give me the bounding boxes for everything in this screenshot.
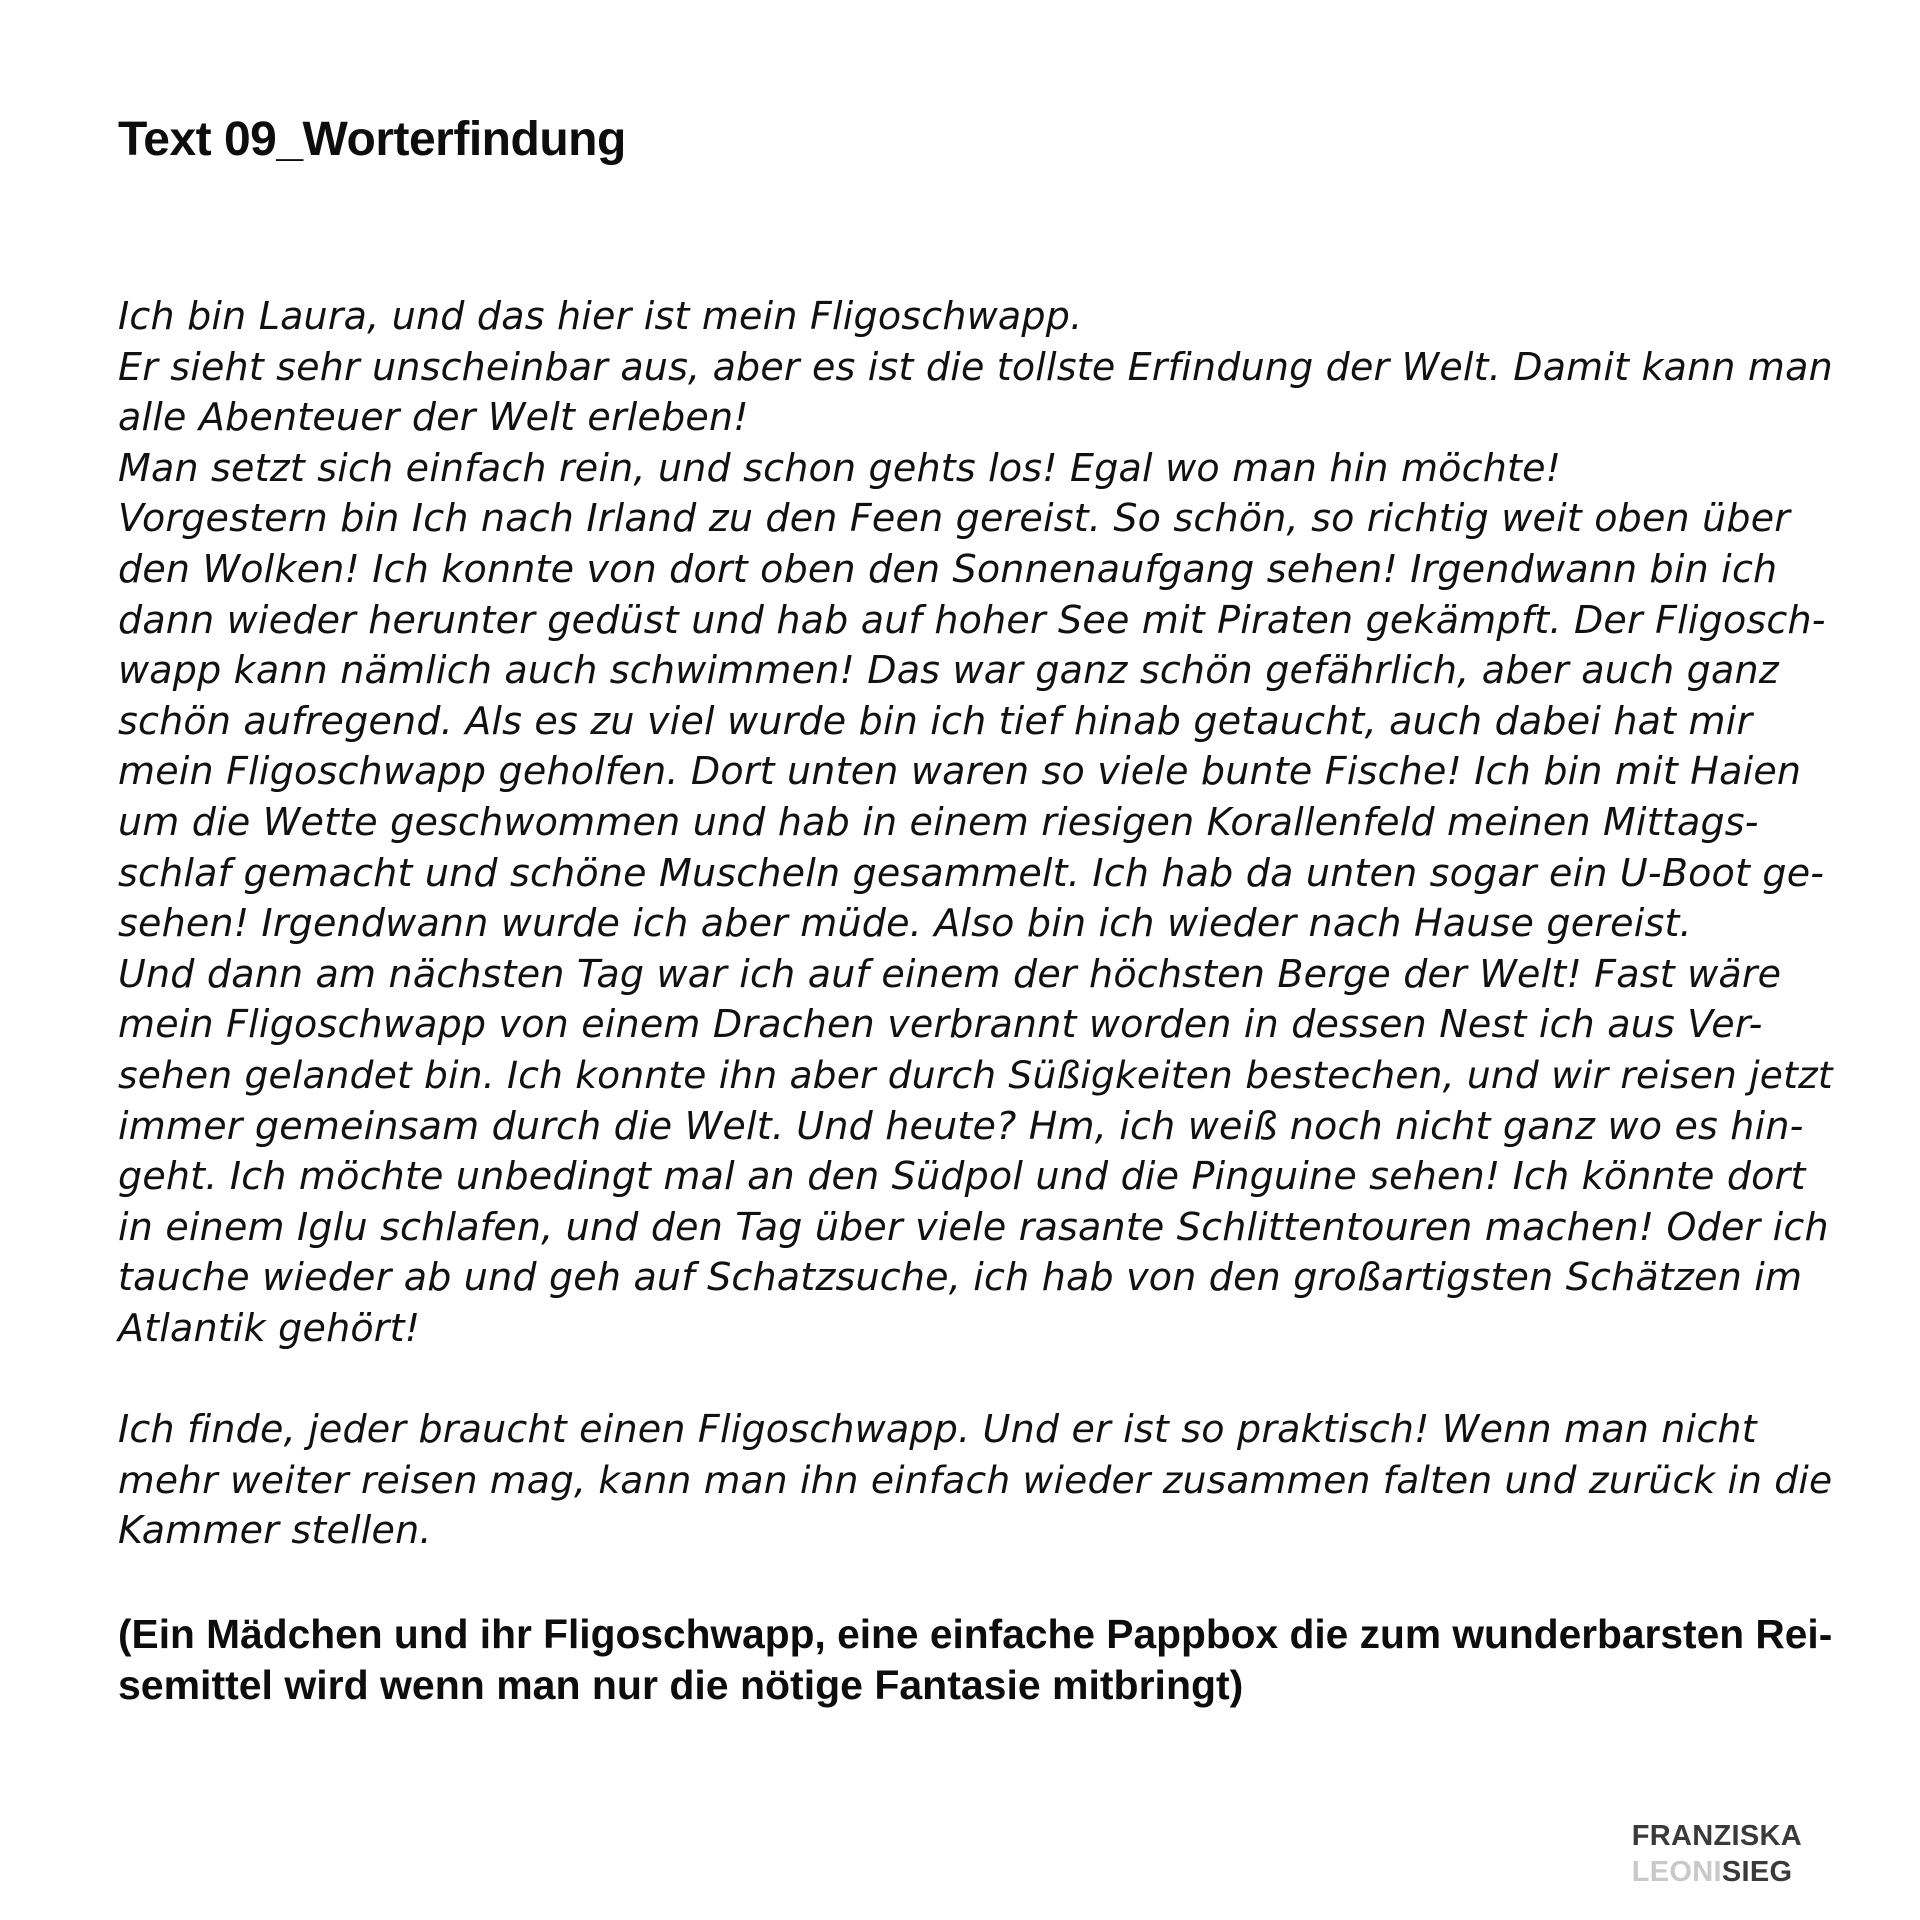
author-surname: SIEG [1721, 1856, 1793, 1888]
story-line: wapp kann nämlich auch schwimmen! Das war ganz schön gefährlich, aber auch ganz [118, 648, 1779, 693]
closing-line: Kammer stellen. [118, 1508, 432, 1553]
author-logo [1632, 1818, 1802, 1890]
story-line: dann wieder herunter gedüst und hab auf hoher See mit Piraten gekämpft. Der Fligosch- [118, 597, 1826, 642]
story-line: in einem Iglu schlafen, und den Tag über viele rasante Schlittentouren machen! Oder ich [118, 1204, 1829, 1249]
closing-line: Ich finde, jeder braucht einen Fligoschwapp. Und er ist so praktisch! Wenn man nicht [118, 1407, 1757, 1452]
story-line: Man setzt sich einfach rein, und schon gehts los! Egal wo man hin möchte! [118, 445, 1562, 490]
story-line: Er sieht sehr unscheinbar aus, aber es ist die tollste Erfindung der Welt. Damit kann man [118, 344, 1833, 389]
paragraph-gap [118, 1353, 1833, 1404]
caption-line: semittel wird wenn man nur die nötige Fantasie mitbringt) [118, 1662, 1244, 1708]
story-line: um die Wette geschwommen und hab in einem riesigen Korallenfeld meinen Mittags- [118, 799, 1759, 844]
page-title: Text 09_Worterfindung [118, 113, 626, 166]
story-line: Vorgestern bin Ich nach Irland zu den Feen gereist. So schön, so richtig weit oben über [118, 496, 1791, 541]
story-text [118, 291, 1833, 1556]
story-line: mein Fligoschwapp geholfen. Dort unten waren so viele bunte Fische! Ich bin mit Haien [118, 749, 1802, 794]
author-last-name-row [1632, 1854, 1802, 1890]
caption-line: (Ein Mädchen und ihr Fligoschwapp, eine einfache Pappbox die zum wunderbarsten Rei- [118, 1611, 1833, 1657]
story-line: alle Abenteuer der Welt erleben! [118, 395, 749, 440]
story-line: Atlantik gehört! [118, 1305, 421, 1350]
closing-line: mehr weiter reisen mag, kann man ihn einfach wieder zusammen falten und zurück in die [118, 1457, 1833, 1502]
story-line: mein Fligoschwapp von einem Drachen verbrannt worden in dessen Nest ich aus Ver- [118, 1002, 1763, 1047]
story-line: geht. Ich möchte unbedingt mal an den Südpol und die Pinguine sehen! Ich könnte dort [118, 1154, 1806, 1199]
story-line: sehen gelandet bin. Ich konnte ihn aber durch Süßigkeiten bestechen, und wir reisen jetzt [118, 1052, 1833, 1097]
story-line: sehen! Irgendwann wurde ich aber müde. Also bin ich wieder nach Hause gereist. [118, 901, 1692, 946]
author-first-name: FRANZISKA [1631, 1820, 1802, 1852]
story-line: Und dann am nächsten Tag war ich auf einem der höchsten Berge der Welt! Fast wäre [118, 951, 1782, 996]
caption-text [118, 1609, 1833, 1711]
story-line: schön aufregend. Als es zu viel wurde bin ich tief hinab getaucht, auch dabei hat mir [118, 698, 1753, 743]
story-line: den Wolken! Ich konnte von dort oben den Sonnenaufgang sehen! Irgendwann bin ich [118, 546, 1778, 591]
story-line: Ich bin Laura, und das hier ist mein Fligoschwapp. [118, 294, 1083, 338]
author-middle-name: LEONI [1631, 1856, 1722, 1888]
story-line: immer gemeinsam durch die Welt. Und heute? Hm, ich weiß noch nicht ganz wo es hin- [118, 1103, 1804, 1148]
story-line: schlaf gemacht und schöne Muscheln gesammelt. Ich hab da unten sogar ein U-Boot ge- [118, 850, 1825, 895]
story-line: tauche wieder ab und geh auf Schatzsuche, ich hab von den großartigsten Schätzen im [118, 1255, 1803, 1300]
